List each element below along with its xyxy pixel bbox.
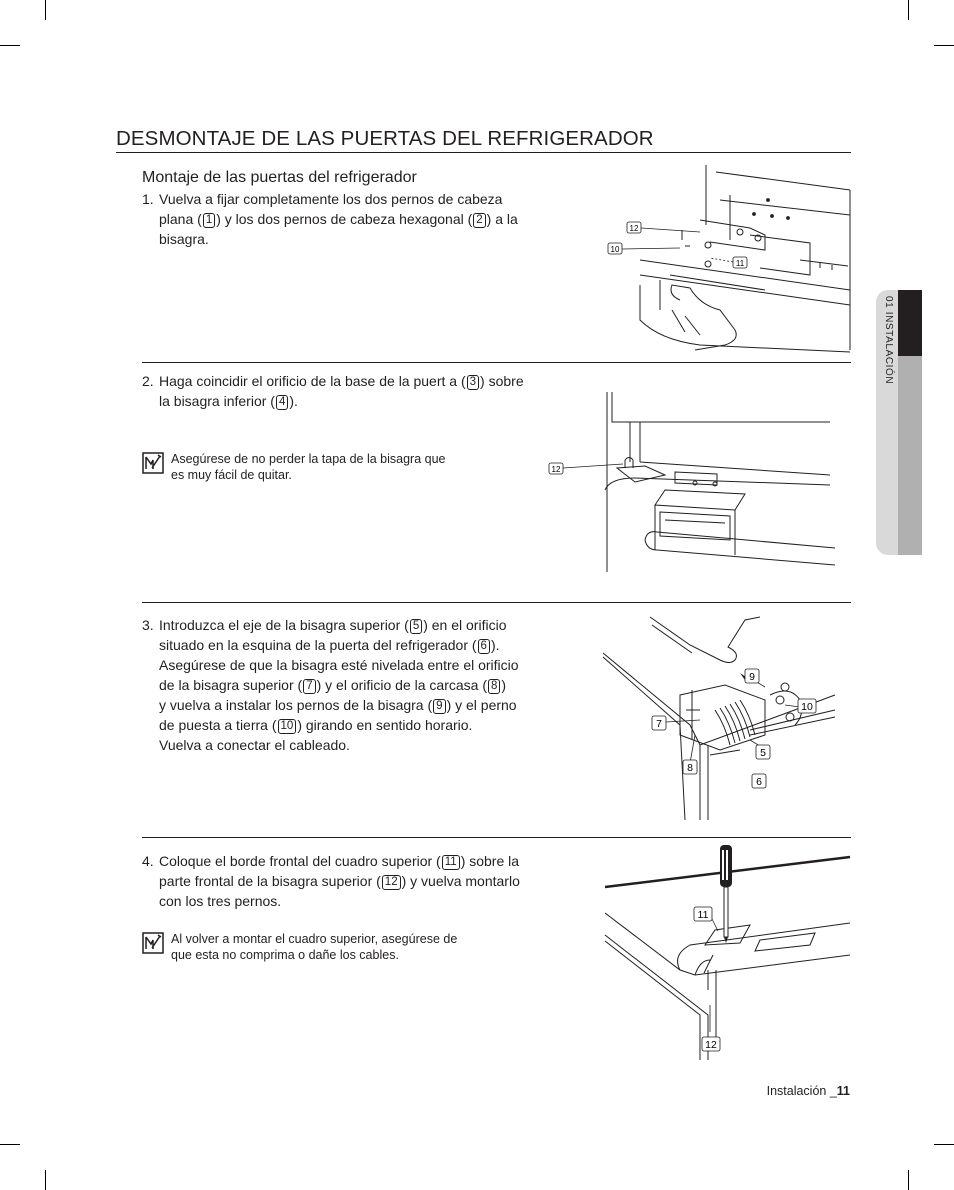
callout-label: 12 [705, 1039, 717, 1051]
title-rule [116, 152, 851, 153]
note-line: que esta no comprima o dañe los cables. [171, 947, 399, 962]
step-line: bisagra. [159, 231, 209, 247]
callout [683, 760, 697, 774]
note-line: Asegúrese de no perder la tapa de la bisagra que [171, 452, 446, 466]
crop-mark [908, 0, 909, 20]
note-line: Al volver a montar el cuadro superior, asegúrese de [171, 932, 458, 946]
reference-number-box: 11 [442, 855, 460, 870]
step-line: Haga coincidir el orificio de la base de la puert a ( 3 ) sobre [159, 373, 524, 389]
page-footer [740, 1084, 850, 1098]
callout-leaders [710, 915, 718, 1032]
step-number: 2. [142, 373, 154, 389]
step-3 [142, 615, 562, 755]
step-number: 4. [142, 853, 154, 869]
callout-label: 12 [629, 224, 639, 233]
reference-number-box: 9 [433, 699, 445, 714]
figure-top-cover [600, 845, 860, 1060]
callout-label: 11 [697, 909, 709, 921]
callout-label: 5 [760, 747, 766, 759]
step-line: Vuelva a conectar el cableado. [159, 737, 350, 753]
crop-mark [45, 0, 46, 20]
footer-section: Instalación _ [766, 1084, 837, 1098]
callout-label: 8 [687, 762, 693, 774]
reference-number-box: 1 [203, 213, 215, 228]
figure-hinge-bolts-drawing [600, 160, 860, 360]
section-divider [142, 837, 851, 838]
callout [627, 222, 641, 233]
side-tab-marker [898, 290, 922, 356]
step-text [159, 851, 562, 911]
side-tab-label: 01 INSTALACIÓN [883, 296, 894, 385]
step-2 [142, 371, 562, 411]
step-line: la bisagra inferior ( 4 ). [159, 393, 298, 409]
crop-mark [934, 1144, 954, 1145]
crop-mark [934, 45, 954, 46]
callout-label: 6 [756, 776, 762, 788]
step-line: plana ( 1 ) y los dos pernos de cabeza hexagonal ( 2 ) a la [159, 211, 518, 227]
step-line: con los tres pernos. [159, 893, 282, 909]
reference-number-box: 7 [303, 679, 315, 694]
step-line: y vuelva a instalar los pernos de la bisagra ( 9 ) y el perno [159, 697, 517, 713]
reference-number-box: 8 [488, 679, 500, 694]
figure-top-cover-drawing [600, 845, 860, 1060]
note-pencil-icon [142, 932, 164, 954]
callout [733, 257, 747, 268]
reference-number-box: 6 [478, 639, 490, 654]
callout-label: 10 [801, 701, 813, 713]
figure-hinge-bolts [600, 160, 860, 360]
step-line: parte frontal de la bisagra superior ( 12 ) y vuelva montarlo [159, 873, 520, 889]
step-1 [142, 189, 562, 249]
section-divider [142, 602, 851, 603]
section-title: DESMONTAJE DE LAS PUERTAS DEL REFRIGERADOR [116, 127, 654, 150]
step-text [159, 189, 562, 249]
reference-number-box: 12 [382, 875, 401, 890]
callout [608, 243, 622, 254]
figure-upper-hinge-wiring-drawing [600, 615, 840, 825]
callout [702, 1037, 720, 1051]
reference-number-box: 3 [467, 375, 479, 390]
callout [694, 907, 712, 921]
callout-label: 11 [735, 259, 745, 268]
step-number: 1. [142, 191, 154, 207]
callout-label: 7 [656, 718, 662, 730]
callout-label: 9 [749, 671, 755, 683]
section-divider [142, 362, 851, 363]
step-4 [142, 851, 562, 911]
note-line: es muy fácil de quitar. [171, 467, 292, 482]
reference-number-box: 2 [473, 213, 485, 228]
callout-label: 10 [610, 245, 620, 254]
callout [752, 774, 766, 788]
crop-mark [908, 1170, 909, 1190]
figure-lower-hinge-drawing [545, 390, 845, 580]
step-line: situado en la esquina de la puerta del refrigerador ( 6 ). [159, 637, 500, 653]
crop-mark [0, 45, 20, 46]
page-number: 11 [836, 1084, 850, 1098]
step-line: Coloque el borde frontal del cuadro superior ( 11 ) sobre la [159, 853, 520, 869]
callout [798, 699, 816, 713]
callout [745, 669, 759, 683]
crop-mark [45, 1170, 46, 1190]
subsection-title: Montaje de las puertas del refrigerador [142, 169, 417, 186]
step-text [159, 371, 562, 411]
callout [549, 463, 563, 474]
callout [756, 745, 770, 759]
note-pencil-icon [142, 452, 164, 474]
reference-number-box: 5 [410, 619, 422, 634]
note-text [171, 932, 501, 963]
figure-lower-hinge [545, 390, 845, 580]
step-number: 3. [142, 617, 154, 633]
step-line: Asegúrese de que la bisagra esté nivelada entre el orificio [159, 657, 519, 673]
step-line: de puesta a tierra ( 10 ) girando en sentido horario. [159, 717, 473, 733]
step-line: Vuelva a fijar completamente los dos pernos de cabeza [159, 191, 503, 207]
callout [652, 716, 666, 730]
callout-label: 12 [551, 465, 561, 474]
reference-number-box: 10 [278, 719, 297, 734]
figure-upper-hinge-wiring [600, 615, 840, 825]
step-line: de la bisagra superior ( 7 ) y el orificio de la carcasa ( 8 ) [159, 677, 507, 693]
step-line: Introduzca el eje de la bisagra superior ( 5 ) en el orificio [159, 617, 507, 633]
note-text [171, 452, 501, 483]
step-text [159, 615, 562, 755]
crop-mark [0, 1144, 20, 1145]
reference-number-box: 4 [276, 395, 288, 410]
callout-leaders [563, 464, 623, 468]
